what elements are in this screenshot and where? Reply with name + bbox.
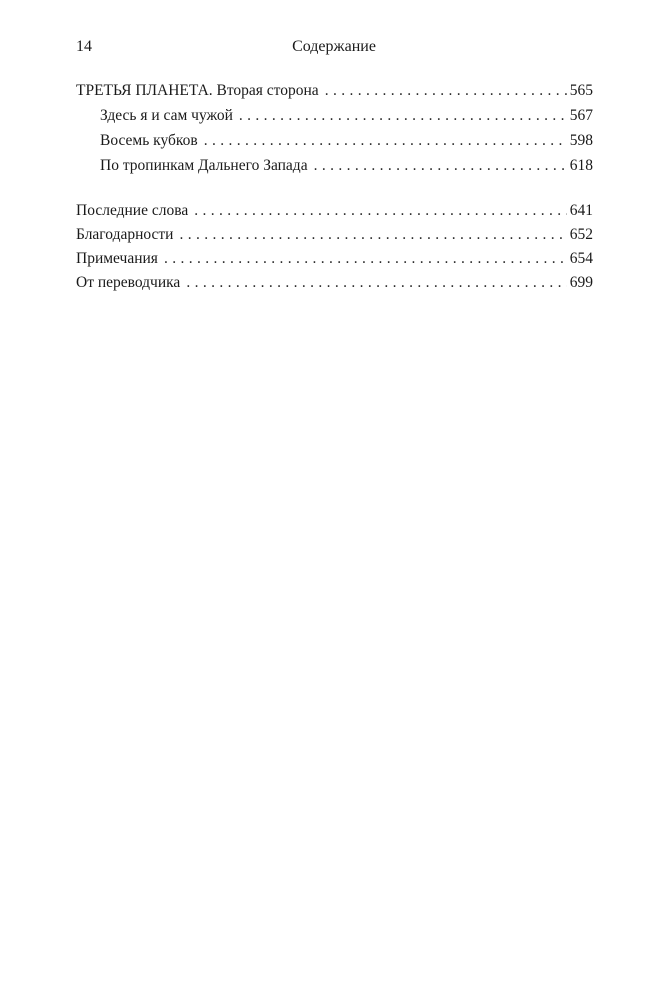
page-number: 14	[76, 38, 92, 55]
dot-leader	[194, 201, 567, 221]
toc-entry-page: 567	[569, 107, 593, 124]
toc-entry-page: 699	[569, 274, 593, 291]
toc-entry-page: 654	[569, 250, 593, 267]
toc-entry-part	[76, 81, 593, 101]
running-head: Содержание	[292, 38, 376, 55]
toc-entry-page: 652	[569, 226, 593, 243]
toc-entry-title: Примечания	[76, 250, 158, 267]
toc-entry-section	[76, 273, 593, 293]
toc-entry-title: По тропинкам Дальнего Запада	[100, 157, 308, 174]
toc-entry-page: 598	[569, 132, 593, 149]
toc-entry-page: 565	[569, 82, 593, 99]
toc-entry-section	[76, 249, 593, 269]
toc-entry-title: Здесь я и сам чужой	[100, 107, 233, 124]
dot-leader	[325, 81, 567, 101]
dot-leader	[186, 273, 566, 293]
toc-entry-title: От переводчика	[76, 274, 181, 291]
toc-entry-page: 641	[569, 202, 593, 219]
toc-entry-section	[76, 201, 593, 221]
toc-entry-title: Восемь кубков	[100, 132, 198, 149]
toc-entry-page: 618	[569, 157, 593, 174]
toc-entry-chapter	[100, 131, 593, 151]
toc-entry-title: Последние слова	[76, 202, 189, 219]
toc-entry-title: Благодарности	[76, 226, 174, 243]
toc-entry-chapter	[100, 106, 593, 126]
toc-entry-title: ТРЕТЬЯ ПЛАНЕТА. Вторая сторона	[76, 82, 319, 99]
toc-entry-section	[76, 225, 593, 245]
dot-leader	[179, 225, 566, 245]
dot-leader	[314, 156, 567, 176]
toc-entry-chapter	[100, 156, 593, 176]
dot-leader	[239, 106, 567, 126]
dot-leader	[204, 131, 567, 151]
dot-leader	[164, 249, 567, 269]
